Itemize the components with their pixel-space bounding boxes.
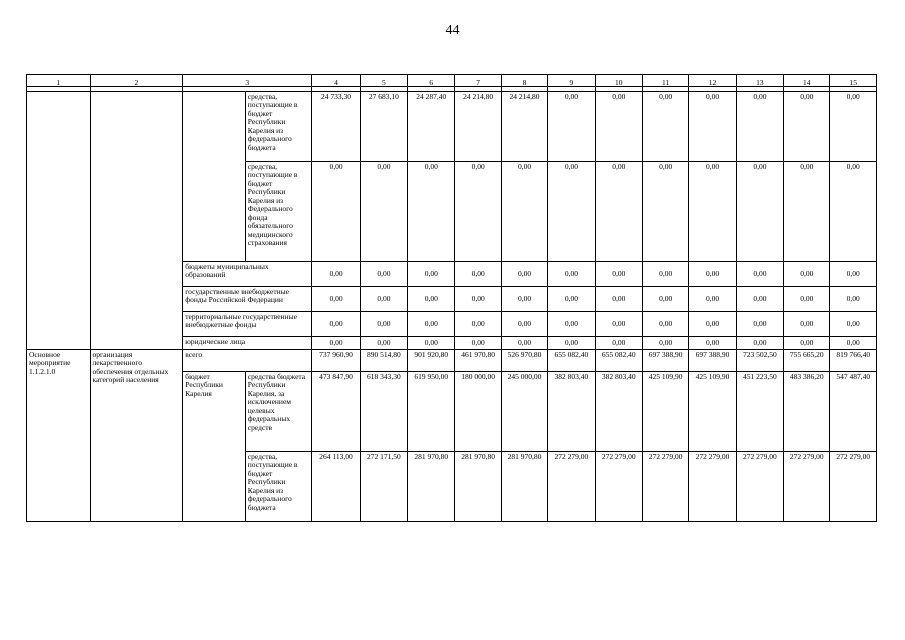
value-cell: 0,00 — [360, 262, 407, 287]
value-cell: 0,00 — [501, 312, 547, 337]
value-cell: 737 960,90 — [312, 350, 360, 372]
value-cell: 0,00 — [784, 162, 830, 262]
value-cell: 0,00 — [312, 262, 360, 287]
value-cell: 382 803,40 — [595, 372, 642, 452]
value-cell: 272 171,50 — [360, 452, 407, 522]
value-cell: 0,00 — [595, 92, 642, 162]
value-cell: 24 733,30 — [312, 92, 360, 162]
value-cell: 281 970,80 — [408, 452, 455, 522]
header-cell: 5 — [360, 75, 407, 92]
value-cell: 272 279,00 — [689, 452, 736, 522]
header-cell: 2 — [90, 75, 183, 92]
row-label: юридические лица — [183, 337, 312, 350]
value-cell: 272 279,00 — [548, 452, 595, 522]
value-cell: 0,00 — [360, 162, 407, 262]
value-cell: 697 388,90 — [689, 350, 736, 372]
value-cell: 0,00 — [736, 312, 783, 337]
value-cell: 0,00 — [689, 312, 736, 337]
budget-table — [26, 74, 877, 522]
value-cell: 0,00 — [830, 162, 877, 262]
value-cell: 0,00 — [830, 92, 877, 162]
value-cell: 0,00 — [830, 287, 877, 312]
value-cell: 0,00 — [830, 312, 877, 337]
header-cell: 13 — [736, 75, 783, 92]
value-cell: 819 766,40 — [830, 350, 877, 372]
value-cell: 901 920,80 — [408, 350, 455, 372]
value-cell: 0,00 — [736, 337, 783, 350]
value-cell: 0,00 — [595, 312, 642, 337]
header-cell: 15 — [830, 75, 877, 92]
value-cell: 0,00 — [642, 287, 688, 312]
value-cell: 27 683,10 — [360, 92, 407, 162]
value-cell: 180 000,00 — [455, 372, 501, 452]
value-cell: 0,00 — [455, 162, 501, 262]
row-label: государственные внебюджетные фонды Российской Федерации — [183, 287, 312, 312]
value-cell: 24 214,80 — [501, 92, 547, 162]
value-cell: 0,00 — [408, 312, 455, 337]
table-row — [27, 92, 877, 162]
value-cell: 0,00 — [360, 287, 407, 312]
value-cell: 0,00 — [595, 262, 642, 287]
header-cell: 14 — [784, 75, 830, 92]
value-cell: 24 287,40 — [408, 92, 455, 162]
value-cell: 0,00 — [642, 337, 688, 350]
col2-cell — [90, 92, 183, 350]
value-cell: 281 970,80 — [455, 452, 501, 522]
value-cell: 0,00 — [830, 337, 877, 350]
value-cell: 0,00 — [595, 287, 642, 312]
col3a-cell — [183, 92, 246, 262]
value-cell: 0,00 — [595, 162, 642, 262]
header-cell: 12 — [689, 75, 736, 92]
value-cell: 723 502,50 — [736, 350, 783, 372]
value-cell: 0,00 — [455, 287, 501, 312]
value-cell: 0,00 — [312, 312, 360, 337]
value-cell: 526 970,80 — [501, 350, 547, 372]
value-cell: 619 950,00 — [408, 372, 455, 452]
value-cell: 0,00 — [689, 287, 736, 312]
value-cell: 697 388,90 — [642, 350, 688, 372]
header-cell: 10 — [595, 75, 642, 92]
value-cell: 0,00 — [548, 337, 595, 350]
value-cell: 272 279,00 — [595, 452, 642, 522]
value-cell: 0,00 — [312, 337, 360, 350]
event-budget: бюджет Республики Карелия — [183, 372, 246, 522]
row-label: средства, поступающие в бюджет Республики Карелия из федерального бюджета — [245, 452, 312, 522]
header-cell: 7 — [455, 75, 501, 92]
table-row — [27, 350, 877, 372]
value-cell: 0,00 — [548, 92, 595, 162]
value-cell: 272 279,00 — [736, 452, 783, 522]
value-cell: 0,00 — [784, 287, 830, 312]
value-cell: 425 109,90 — [642, 372, 688, 452]
value-cell: 0,00 — [408, 337, 455, 350]
value-cell: 0,00 — [548, 262, 595, 287]
value-cell: 0,00 — [784, 92, 830, 162]
row-label: территориальные государственные внебюджетные фонды — [183, 312, 312, 337]
page-number: 44 — [445, 23, 460, 38]
value-cell: 618 343,30 — [360, 372, 407, 452]
value-cell: 547 487,40 — [830, 372, 877, 452]
value-cell: 0,00 — [455, 262, 501, 287]
value-cell: 655 082,40 — [595, 350, 642, 372]
value-cell: 0,00 — [689, 262, 736, 287]
value-cell: 0,00 — [548, 162, 595, 262]
value-cell: 0,00 — [501, 262, 547, 287]
value-cell: 0,00 — [642, 312, 688, 337]
row-label: средства, поступающие в бюджет Республики Карелия из Федерального фонда обязательного медицинского страхования — [245, 162, 312, 262]
header-cell: 11 — [642, 75, 688, 92]
value-cell: 0,00 — [736, 92, 783, 162]
value-cell: 655 082,40 — [548, 350, 595, 372]
value-cell: 272 279,00 — [784, 452, 830, 522]
value-cell: 0,00 — [784, 312, 830, 337]
header-cell: 1 — [27, 75, 91, 92]
value-cell: 0,00 — [312, 162, 360, 262]
header-cell: 8 — [501, 75, 547, 92]
value-cell: 0,00 — [736, 162, 783, 262]
value-cell: 0,00 — [689, 337, 736, 350]
col1-cell — [27, 92, 91, 350]
value-cell: 0,00 — [408, 287, 455, 312]
row-label: средства, поступающие в бюджет Республики Карелия из федерального бюджета — [245, 92, 312, 162]
value-cell: 281 970,80 — [501, 452, 547, 522]
value-cell: 0,00 — [501, 337, 547, 350]
value-cell: 0,00 — [736, 262, 783, 287]
value-cell: 0,00 — [689, 92, 736, 162]
value-cell: 0,00 — [642, 262, 688, 287]
header-cell: 6 — [408, 75, 455, 92]
value-cell: 0,00 — [784, 262, 830, 287]
value-cell: 0,00 — [830, 262, 877, 287]
value-cell: 0,00 — [312, 287, 360, 312]
value-cell: 0,00 — [642, 92, 688, 162]
value-cell: 0,00 — [501, 162, 547, 262]
event-description: организация лекарственного обеспечения отдельных категорий населения — [90, 350, 183, 522]
value-cell: 483 386,20 — [784, 372, 830, 452]
header-cell: 3 — [183, 75, 312, 92]
value-cell: 890 514,80 — [360, 350, 407, 372]
value-cell: 264 113,00 — [312, 452, 360, 522]
value-cell: 0,00 — [360, 337, 407, 350]
value-cell: 0,00 — [736, 287, 783, 312]
value-cell: 0,00 — [548, 287, 595, 312]
value-cell: 755 665,20 — [784, 350, 830, 372]
value-cell: 0,00 — [408, 162, 455, 262]
value-cell: 272 279,00 — [642, 452, 688, 522]
value-cell: 0,00 — [455, 337, 501, 350]
value-cell: 0,00 — [455, 312, 501, 337]
value-cell: 0,00 — [642, 162, 688, 262]
value-cell: 382 803,40 — [548, 372, 595, 452]
event-name: Основное мероприятие 1.1.2.1.0 — [27, 350, 91, 522]
value-cell: 245 000,00 — [501, 372, 547, 452]
row-label: всего — [183, 350, 312, 372]
header-cell: 9 — [548, 75, 595, 92]
header-row — [27, 75, 877, 92]
value-cell: 425 109,90 — [689, 372, 736, 452]
value-cell: 0,00 — [595, 337, 642, 350]
value-cell: 0,00 — [360, 312, 407, 337]
value-cell: 461 970,80 — [455, 350, 501, 372]
value-cell: 24 214,80 — [455, 92, 501, 162]
header-rule — [26, 86, 877, 87]
value-cell: 451 223,50 — [736, 372, 783, 452]
value-cell: 0,00 — [548, 312, 595, 337]
value-cell: 473 847,90 — [312, 372, 360, 452]
value-cell: 0,00 — [501, 287, 547, 312]
row-label: бюджеты муниципальных образований — [183, 262, 312, 287]
value-cell: 272 279,00 — [830, 452, 877, 522]
header-cell: 4 — [312, 75, 360, 92]
value-cell: 0,00 — [408, 262, 455, 287]
value-cell: 0,00 — [784, 337, 830, 350]
row-label: средства бюджета Республики Карелия, за исключением целевых федеральных средств — [245, 372, 312, 452]
value-cell: 0,00 — [689, 162, 736, 262]
